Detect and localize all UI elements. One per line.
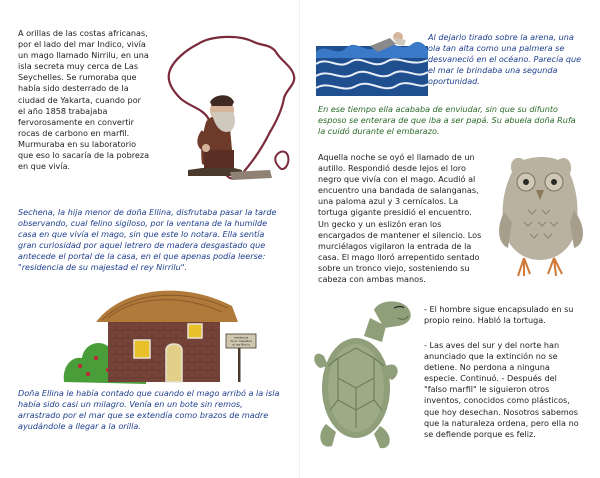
dialog-turtle-2: - Las aves del sur y del norte han anunciado que la extinción no se detiene. No perdona a ninguna especie. Continuó. - Después del "falso marfil" le siguieron otros inventos, conocidos como plásticos, que hoy desechan. Nosotros sabemos que la naturaleza ordena, pero ella no se defiende porque es feliz. <box>424 340 579 439</box>
night-paragraph: Aquella noche se oyó el llamado de un autillo. Respondió desde lejos el loro negro que vivía con el mago. Acudió al encuentro una bandada de salanganas, una paloma azul y 3 cernícalos. La tortuga gigante presidió el encuentro. Un gecko y un eslizón eran los encargados de mantener el silencio. Los murciélagos vigilaron la entrada de la casa. El mago lloró arrepentido sentado sobre un tronco viejo, sosteniendo su cabeza con ambas manos. <box>318 152 482 285</box>
sign-line-3: el rey Nirrilu <box>232 342 250 347</box>
right-page <box>300 0 600 478</box>
sign-line-1: residencia <box>233 335 249 340</box>
wave-paragraph: Al dejarlo tirado sobre la arena, una ola tan alta como una palmera se desvaneció en el océano. Parecía que el mar le brindaba una segunda oportunidad. <box>428 32 582 87</box>
aunt-paragraph: En ese tiempo ella acababa de enviudar, sin que su difunto esposo se enterara de que iba a ser papá. Su abuela doña Rufa la cuidó durante el embarazo. <box>318 104 576 137</box>
owl-illustration <box>494 152 586 280</box>
wizard-africa-illustration <box>158 32 300 190</box>
wave-man-illustration <box>316 28 428 96</box>
turtle-illustration <box>314 296 426 456</box>
arrival-paragraph: Doña Ellina le había contado que cuando el mago arribó a la isla había sido casi un milagro. Venía en un bote sin remos, arrastrado por el mar que se extendía como brazos de madre ayudándole a llegar a la orilla. <box>18 388 280 432</box>
intro-paragraph: A orillas de las costas africanas, por el lado del mar Indico, vivía un mago llamado Nirrilu, en una isla secreta muy cerca de Las Seychelles. Se rumoraba que había sido desterrado de la ciudad de Yakarta, cuando por el año 1858 trabajaba fervorosamente en convertir rocas de carbono en marfil. Murmuraba en su laboratorio que eso lo sacaría de la pobreza en que vivía. <box>18 28 150 172</box>
hut-house-illustration <box>62 278 258 388</box>
sign-line-2: de su majestad <box>230 339 252 343</box>
ellina-paragraph: Sechena, la hija menor de doña Ellina, disfrutaba pasar la tarde observando, cual felino sigiloso, por la ventana de la humilde casa en que vivía el mago, sin que este lo notara. Ella sentía gran curiosidad por aquel letrero de madera desgastado que antecede el portal de la casa, en el que apenas podía leerse: "residencia de su majestad el rey Nirrilu". <box>18 207 277 273</box>
dialog-turtle-1: - El hombre sigue encapsulado en su propio reino. Habló la tortuga. <box>424 304 574 326</box>
